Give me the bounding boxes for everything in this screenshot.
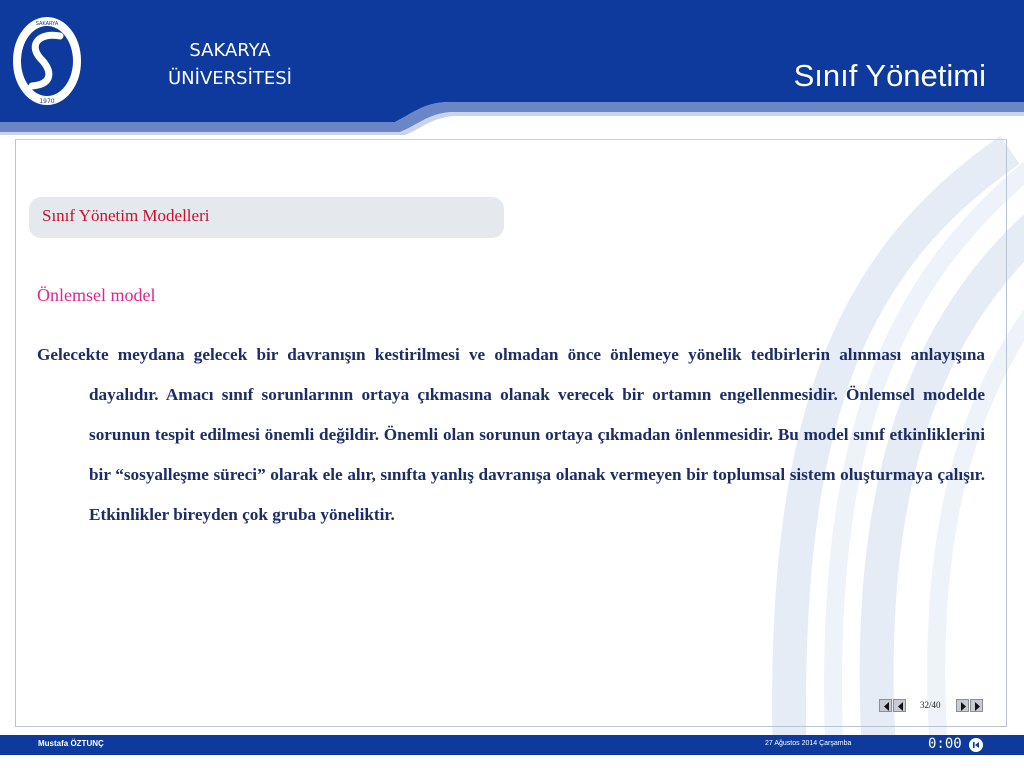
- next-slide-button[interactable]: [956, 699, 969, 712]
- author-name: Mustafa ÖZTUNÇ: [38, 739, 104, 748]
- first-slide-icon: [881, 701, 892, 712]
- slide-footer: [0, 735, 1024, 755]
- slide-header: [0, 0, 1024, 135]
- first-slide-button[interactable]: [879, 699, 892, 712]
- university-name: [150, 37, 310, 93]
- svg-text:1970: 1970: [39, 98, 55, 105]
- section-title: Sınıf Yönetim Modelleri: [42, 206, 210, 225]
- page-title: Sınıf Yönetimi: [793, 58, 986, 93]
- body-paragraph: Gelecekte meydana gelecek bir davranışın kestirilmesi ve olmadan önce önlemeye yönelik tedbirlerin alınması anlayışına dayalıdır. Amacı sınıf sorunlarının ortaya çıkmasına olanak verecek bir ortamın engellenmesidir. Önlemsel modelde sorunun tespit edilmesi önemli değildir. Önemli olan sorunun ortaya çıkmadan önlenmesidir. Bu model sınıf etkinliklerini bir “sosyalleşme süreci” olarak ele alır, sınıfta yanlış davranışa olanak vermeyen bir toplumsal sistem oluşturmaya çalışır. Etkinlikler bireyden çok gruba yöneliktir.: [37, 345, 985, 524]
- university-name-line1: SAKARYA: [189, 40, 271, 61]
- section-title-box: [29, 197, 504, 238]
- last-slide-icon: [972, 701, 983, 712]
- svg-text:SAKARYA: SAKARYA: [35, 21, 59, 27]
- last-slide-button[interactable]: [970, 699, 983, 712]
- slide-counter: 32/40: [920, 700, 941, 710]
- rewind-icon: [969, 738, 983, 752]
- previous-slide-button[interactable]: [893, 699, 906, 712]
- university-logo: [10, 14, 84, 108]
- university-name-line2: ÜNİVERSİTESİ: [168, 68, 292, 89]
- previous-slide-icon: [895, 701, 906, 712]
- next-slide-icon: [958, 701, 969, 712]
- timer-reset-button[interactable]: [969, 738, 983, 752]
- presentation-date: 27 Ağustos 2014 Çarşamba: [765, 740, 852, 747]
- nav-left-group: [879, 699, 906, 713]
- model-subheading: Önlemsel model: [37, 285, 156, 305]
- nav-right-group: [956, 699, 983, 713]
- timer-display: 0:00: [928, 736, 962, 752]
- footer-bottom-strip: [0, 755, 1024, 768]
